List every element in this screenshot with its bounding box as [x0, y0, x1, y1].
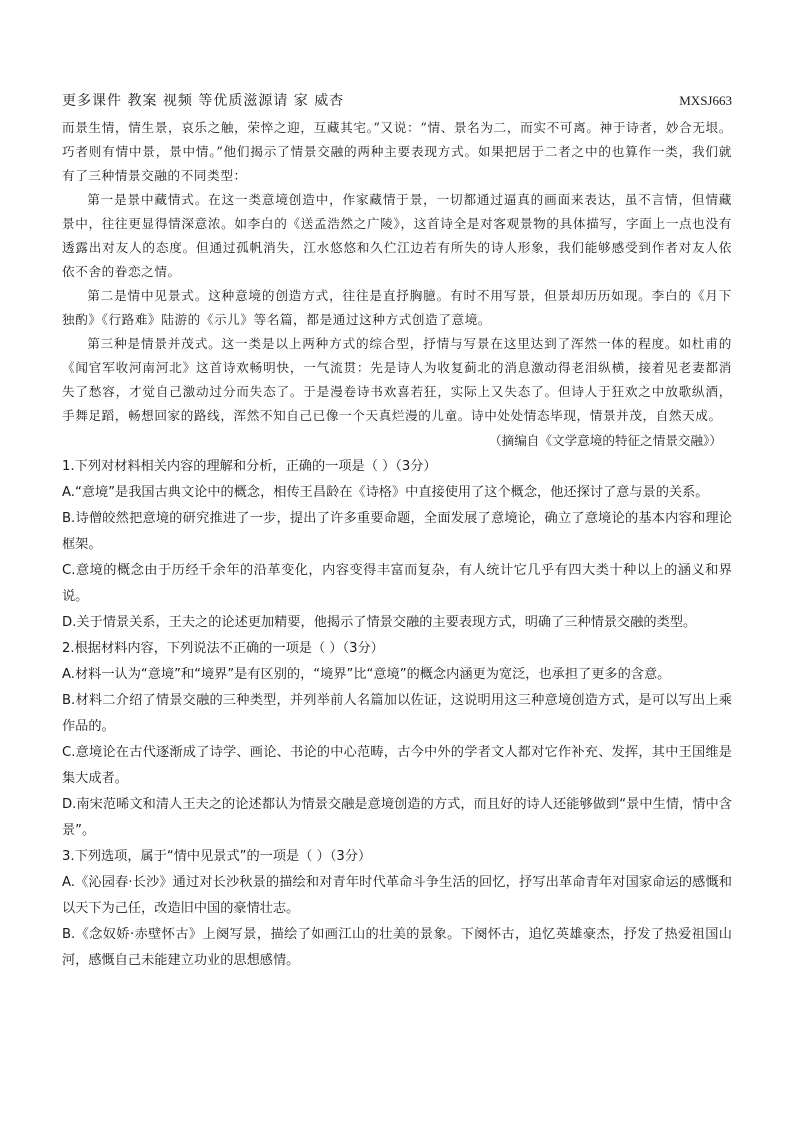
header-promo-text: 更多课件 教案 视频 等优质滋源请 家 威杏: [62, 93, 345, 109]
question-option: D.关于情景关系，王夫之的论述更加精要，他揭示了情景交融的主要表现方式，明确了三种情景交融的类型。: [62, 615, 697, 630]
question-option: B.材料二介绍了情景交融的三种类型，并列举前人名篇加以佐证，这说明用这三种意境创造方式，是可以写出上乘作品的。: [62, 693, 732, 734]
header-code: MXSJ663: [679, 93, 732, 108]
question-stem: 2.根据材料内容，下列说法不正确的一项是（ ）（3分）: [62, 641, 384, 656]
question-option: D.南宋范晞文和清人王夫之的论述都认为情景交融是意境创造的方式，而且好的诗人还能够做到“景中生情，情中含景”。: [62, 797, 732, 838]
question-option: A.“意境”是我国古典文论中的概念，相传王昌龄在《诗格》中直接使用了这个概念，他还探讨了意与景的关系。: [62, 485, 709, 500]
question-option: B.《念奴娇·赤壁怀古》上阕写景，描绘了如画江山的壮美的景象。下阕怀古，追忆英雄豪杰，抒发了热爱祖国山河，感慨自己未能建立功业的思想感情。: [62, 927, 732, 968]
passage-paragraph-0: 而景生情，情生景，哀乐之触，荣悴之迎，互藏其宅。”又说：“情、景名为二，而实不可离。神于诗者，妙合无垠。巧者则有情中景，景中情。”他们揭示了情景交融的两种主要表现方式。如果把居于二者之中的也算作一类，我们就有了三种情景交融的不同类型：: [62, 120, 732, 183]
passage-source: （摘编自《文学意境的特征之情景交融》）: [489, 433, 722, 448]
question-option: C.意境的概念由于历经千余年的沿革变化，内容变得丰富而复杂，有人统计它几乎有四大类十种以上的涵义和界说。: [62, 563, 732, 604]
question-stem: 1.下列对材料相关内容的理解和分析，正确的一项是（ ）（3分）: [62, 459, 437, 474]
question-3: [62, 844, 732, 974]
question-list: [62, 454, 732, 974]
question-stem: 3.下列选项，属于“情中见景式”的一项是（ ）（3分）: [62, 849, 372, 864]
question-option: B.诗僧皎然把意境的研究推进了一步，提出了许多重要命题，全面发展了意境论，确立了意境论的基本内容和理论框架。: [62, 511, 732, 552]
passage-paragraph-1: 第一是景中藏情式。在这一类意境创造中，作家藏情于景，一切都通过逼真的画面来表达，虽不言情，但情藏景中，往往更显得情深意浓。如李白的《送孟浩然之广陵》，这首诗全是对客观景物的具体描写，字面上一点也没有透露出对友人的态度。但通过孤帆消失，江水悠悠和久伫江边若有所失的诗人形象，我们能够感受到作者对友人依依不舍的眷恋之情。: [62, 192, 732, 279]
page-header: [62, 90, 732, 110]
question-2: [62, 636, 732, 844]
document-page: [62, 90, 732, 974]
reading-passage: [62, 116, 732, 454]
passage-paragraph-3: 第三种是情景并茂式。这一类是以上两种方式的综合型，抒情与写景在这里达到了浑然一体的程度。如杜甫的《闻官军收河南河北》这首诗欢畅明快，一气流贯：先是诗人为收复蓟北的消息激动得老泪纵横，接着见老妻都消失了愁容，才觉自己激动过分而失态了。于是漫卷诗书欢喜若狂，实际上又失态了。但诗人于狂欢之中放歌纵酒，手舞足蹈，畅想回家的路线，浑然不知自己已像一个天真烂漫的儿童。诗中处处情态毕现，情景并茂，自然天成。: [62, 336, 732, 423]
question-option: C.意境论在古代逐渐成了诗学、画论、书论的中心范畴，古今中外的学者文人都对它作补充、发挥，其中王国维是集大成者。: [62, 745, 732, 786]
passage-paragraph-2: 第二是情中见景式。这种意境的创造方式，往往是直抒胸臆。有时不用写景，但景却历历如现。李白的《月下独酌》《行路难》陆游的《示儿》等名篇，都是通过这种方式创造了意境。: [62, 288, 732, 327]
question-1: [62, 454, 732, 636]
question-option: A.材料一认为“意境”和“境界”是有区别的，“境界”比“意境”的概念内涵更为宽泛，也承担了更多的含意。: [62, 667, 671, 682]
question-option: A.《沁园春·长沙》通过对长沙秋景的描绘和对青年时代革命斗争生活的回忆，抒写出革命青年对国家命运的感慨和以天下为己任，改造旧中国的豪情壮志。: [62, 875, 732, 916]
